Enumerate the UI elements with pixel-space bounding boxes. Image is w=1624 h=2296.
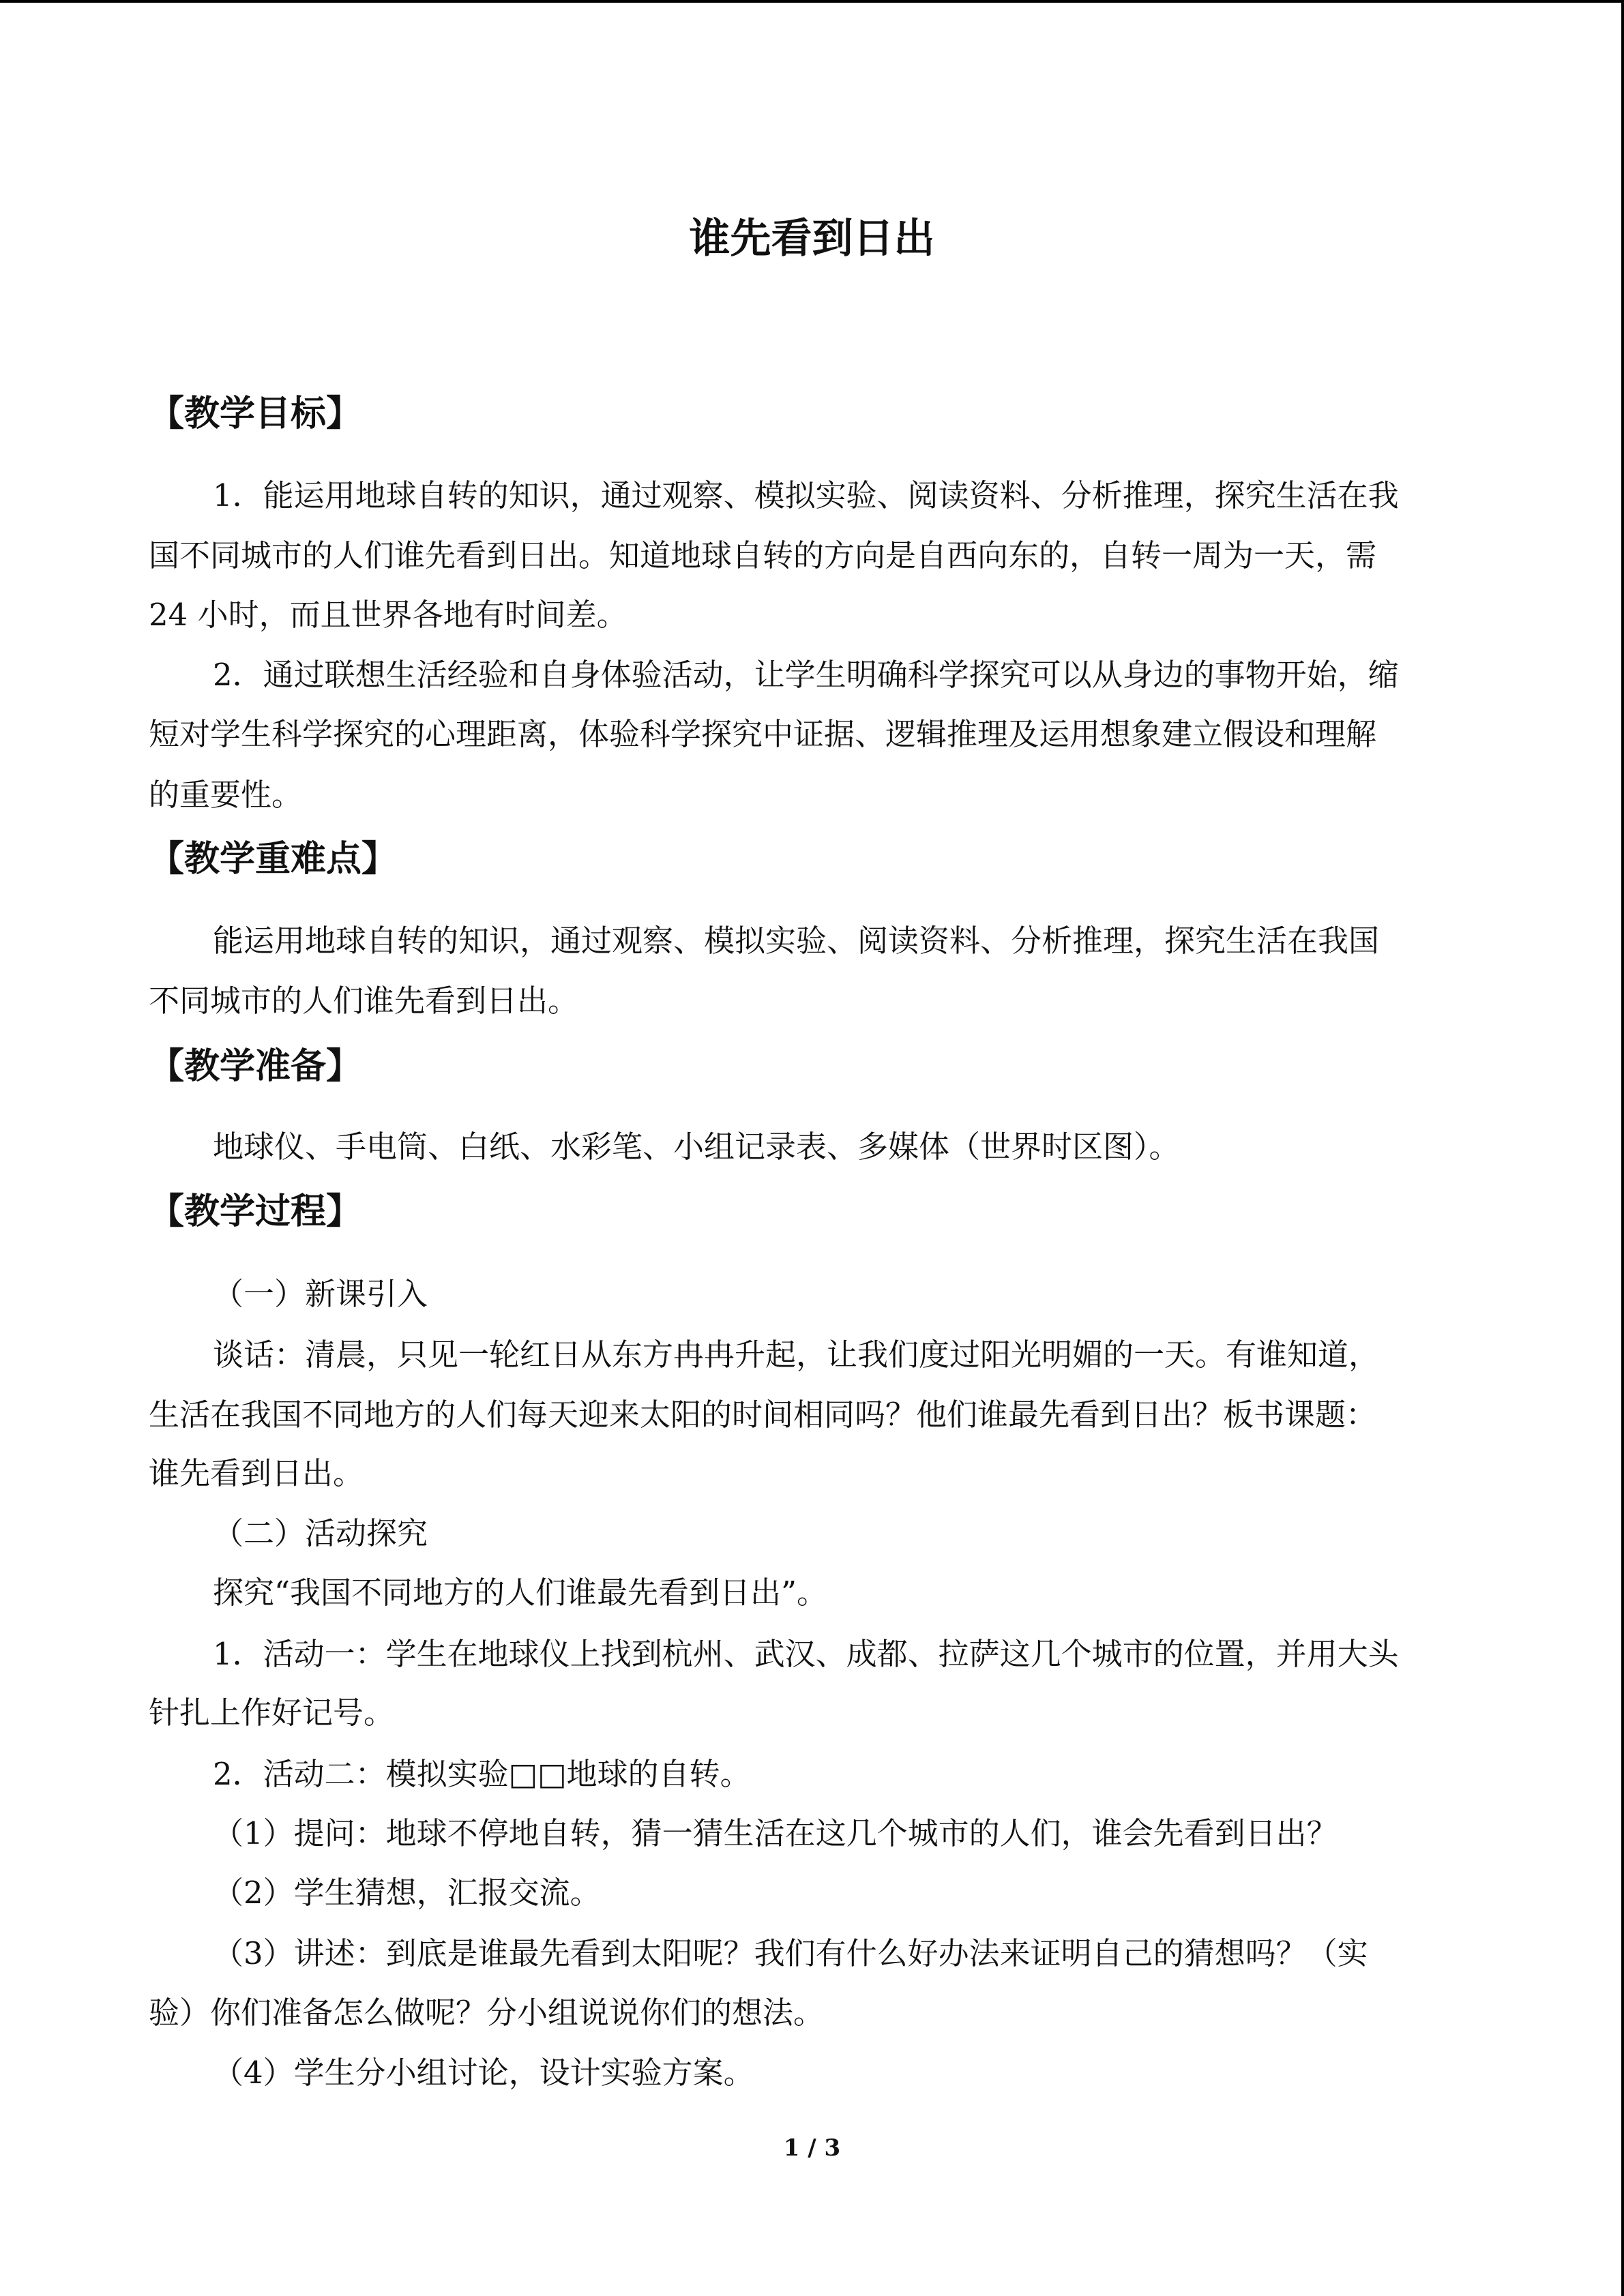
key-points-line-1: 能运用地球自转的知识，通过观察、模拟实验、阅读资料、分析推理，探究生活在我国: [213, 923, 1380, 959]
activity-1-line-2: 针扎上作好记号。: [149, 1695, 395, 1731]
page-number: 1 / 3: [783, 2134, 841, 2162]
step-2-line: （2）学生猜想，汇报交流。: [213, 1875, 601, 1911]
objective-2-line-2: 短对学生科学探究的心理距离，体验科学探究中证据、逻辑推理及运用想象建立假设和理解: [149, 716, 1377, 752]
objective-1-line-1: 1．能运用地球自转的知识，通过观察、模拟实验、阅读资料、分析推理，探究生活在我: [213, 477, 1399, 513]
step-3-line-2: 验）你们准备怎么做呢？分小组说说你们的想法。: [149, 1995, 825, 2031]
activity-2-line: 2．活动二：模拟实验□□地球的自转。: [213, 1756, 751, 1792]
objective-1-line-2: 国不同城市的人们谁先看到日出。知道地球自转的方向是自西向东的，自转一周为一天，需: [149, 537, 1377, 573]
inquiry-line: 探究“我国不同地方的人们谁最先看到日出”。: [213, 1575, 828, 1611]
preparation-line-1: 地球仪、手电筒、白纸、水彩笔、小组记录表、多媒体（世界时区图）。: [213, 1129, 1180, 1165]
key-points-line-2: 不同城市的人们谁先看到日出。: [149, 983, 579, 1019]
page-border-top: [0, 0, 1624, 3]
talk-line-2: 生活在我国不同地方的人们每天迎来太阳的时间相同吗？他们谁最先看到日出？板书课题：: [149, 1397, 1377, 1433]
section-heading-process: 【教学过程】: [149, 1191, 362, 1232]
step-1-line: （1）提问：地球不停地自转，猜一猜生活在这几个城市的人们，谁会先看到日出？: [213, 1815, 1338, 1851]
objective-2-line-1: 2．通过联想生活经验和自身体验活动，让学生明确科学探究可以从身边的事物开始，缩: [213, 657, 1399, 693]
section-heading-objectives: 【教学目标】: [149, 393, 362, 434]
activity-1-line-1: 1．活动一：学生在地球仪上找到杭州、武汉、成都、拉萨这几个城市的位置，并用大头: [213, 1636, 1399, 1672]
objective-1-line-3: 24 小时，而且世界各地有时间差。: [149, 597, 628, 633]
section-heading-preparation: 【教学准备】: [149, 1046, 362, 1087]
process-part-1-title: （一）新课引入: [213, 1276, 428, 1312]
talk-line-3: 谁先看到日出。: [149, 1455, 364, 1491]
talk-line-1: 谈话：清晨，只见一轮红日从东方冉冉升起，让我们度过阳光明媚的一天。有谁知道，: [213, 1337, 1380, 1373]
document-title: 谁先看到日出: [689, 215, 935, 263]
section-heading-key-points: 【教学重难点】: [149, 839, 398, 880]
page-border-right: [1621, 0, 1624, 2296]
process-part-2-title: （二）活动探究: [213, 1515, 428, 1551]
objective-2-line-3: 的重要性。: [149, 777, 303, 813]
step-4-line: （4）学生分小组讨论，设计实验方案。: [213, 2055, 754, 2091]
step-3-line-1: （3）讲述：到底是谁最先看到太阳呢？我们有什么好办法来证明自己的猜想吗？（实: [213, 1935, 1368, 1971]
